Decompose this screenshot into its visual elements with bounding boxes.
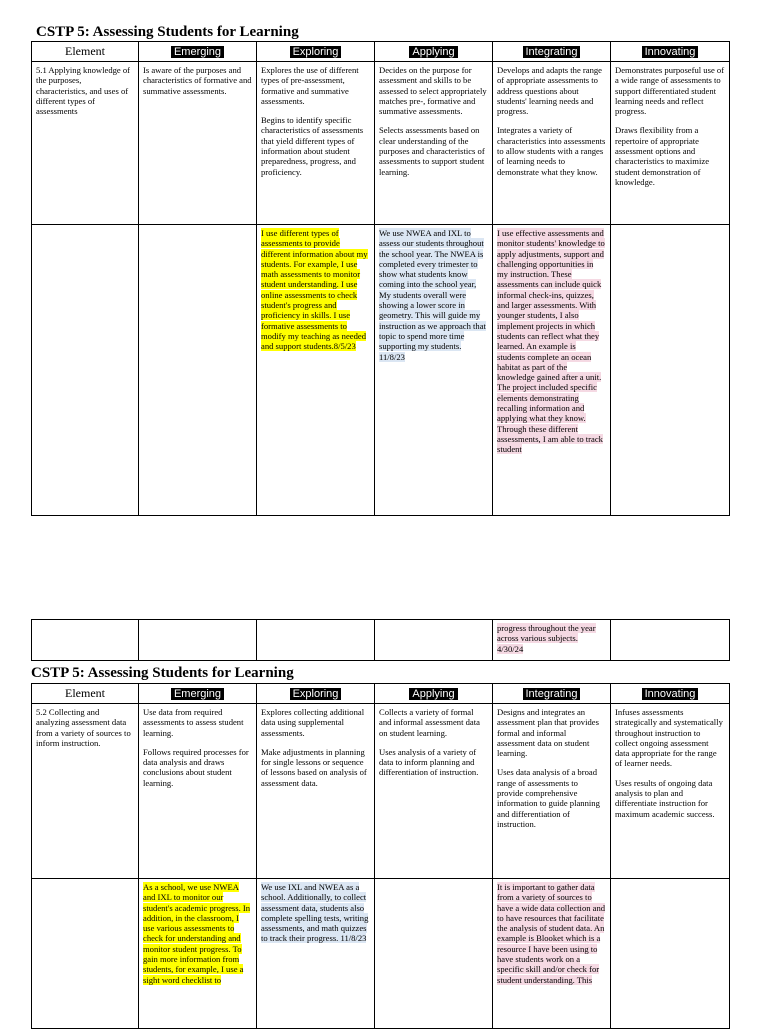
exploring-descriptor: Explores the use of different types of pre-assessment, formative and summative assessments. Begins to identify specific characteristics of assessments that yield different types of information about student preparedness, progress, and proficiency. (257, 62, 375, 225)
evidence-exploring: I use different types of assessments to provide different information about my students. For example, I use math assessments to monitor student understanding. I use online assessments to check student's progress and proficiency in skills. I use formative assessments to modify my teaching as needed and support students.8/5/23 (257, 225, 375, 516)
integrating-descriptor: Develops and adapts the range of appropriate assessments to address questions about students' learning needs and progress. Integrates a variety of characteristics into assessments to allow students with a ranges of learning needs to demonstrate what they know. (493, 62, 611, 225)
evidence-innovating (611, 879, 730, 1029)
section2-title: CSTP 5: Assessing Students for Learning (31, 665, 294, 681)
header-innovating: Innovating (611, 42, 730, 62)
continued-integrating: progress throughout the year across various subjects. 4/30/24 (493, 620, 611, 661)
evidence-row (32, 225, 730, 516)
continuation-row (32, 620, 730, 661)
header-applying: Applying (375, 42, 493, 62)
rubric-table-5-1 (31, 41, 730, 516)
continuation-table (31, 619, 730, 661)
evidence-applying: We use NWEA and IXL to assess our students throughout the school year. The NWEA is completed every trimester to show what students know coming into the school year, My students overall were showing a lower score in geometry. This will guide my instruction as we approach that topic to spend more time supporting my students. 11/8/23 (375, 225, 493, 516)
header-emerging: Emerging (139, 42, 257, 62)
header-row (32, 684, 730, 704)
integrating-descriptor: Designs and integrates an assessment plan that provides formal and informal assessment data on student learning. Uses data analysis of a broad range of assessments to provide comprehensive information to guide planning and differentiation of instruction. (493, 704, 611, 879)
evidence-emerging: As a school, we use NWEA and IXL to monitor our student's academic progress. In addition, in the classroom, I use various assessments to check for understanding and monitor student progress. To gain more information from students, for example, I use a sight word checklist to (139, 879, 257, 1029)
applying-descriptor: Collects a variety of formal and informal assessment data on student learning. Uses analysis of a variety of data to inform planning and differentiation of instruction. (375, 704, 493, 879)
innovating-descriptor: Infuses assessments strategically and systematically throughout instruction to collect ongoing assessment data appropriate for the range of learner needs. Uses results of ongoing data analysis to plan and differentiate instruction for maximum academic success. (611, 704, 730, 879)
applying-descriptor: Decides on the purpose for assessment and skills to be assessed to select appropriately matches pre-, formative and summative assessments. Selects assessments based on clear understanding of the purposes and characteristics of assessments to support student learning. (375, 62, 493, 225)
rubric-table-5-2 (31, 683, 730, 1029)
section1-title: CSTP 5: Assessing Students for Learning (36, 24, 299, 40)
evidence-element (32, 879, 139, 1029)
header-integrating: Integrating (493, 42, 611, 62)
header-row (32, 42, 730, 62)
header-integrating: Integrating (493, 684, 611, 704)
element-5-2: 5.2 Collecting and analyzing assessment data from a variety of sources to inform instruction. (32, 704, 139, 879)
evidence-applying (375, 879, 493, 1029)
emerging-descriptor: Is aware of the purposes and characteristics of formative and summative assessments. (139, 62, 257, 225)
element-5-1: 5.1 Applying knowledge of the purposes, characteristics, and uses of different types of assessments (32, 62, 139, 225)
exploring-descriptor: Explores collecting additional data using supplemental assessments. Make adjustments in planning for single lessons or sequence of lessons based on analysis of assessment data. (257, 704, 375, 879)
header-emerging: Emerging (139, 684, 257, 704)
evidence-exploring: We use IXL and NWEA as a school. Additionally, to collect assessment data, students also complete spelling tests, writing assessments, and math quizzes to track their progress. 11/8/23 (257, 879, 375, 1029)
evidence-row (32, 879, 730, 1029)
evidence-integrating: It is important to gather data from a variety of sources to have a wide data collection and to have resources that facilitate the analysis of student data. An example is Blooket which is a resource I have been using to have students work on a specific skill and/or check for student understanding. This (493, 879, 611, 1029)
evidence-innovating (611, 225, 730, 516)
innovating-descriptor: Demonstrates purposeful use of a wide range of assessments to support differentiated student learning needs and reflect progress. Draws flexibility from a repertoire of appropriate assessment options and characteristics to maximize student demonstration of knowledge. (611, 62, 730, 225)
header-element: Element (32, 684, 139, 704)
evidence-integrating: I use effective assessments and monitor students' knowledge to apply adjustments, support and challenging opportunities in my instruction. These assessments can include quick informal check-ins, quizzes, and larger assessments. With younger students, I also implement projects in which students can reflect what they learned. An example is students complete an ocean habitat as part of the knowledge gained after a unit. The project included specific elements demonstrating recalling information and applying what they know. Through these different assessments, I am able to track student (493, 225, 611, 516)
header-exploring: Exploring (257, 42, 375, 62)
header-element: Element (32, 42, 139, 62)
header-exploring: Exploring (257, 684, 375, 704)
descriptor-row (32, 704, 730, 879)
descriptor-row (32, 62, 730, 225)
header-innovating: Innovating (611, 684, 730, 704)
emerging-descriptor: Use data from required assessments to assess student learning. Follows required processes for data analysis and draws conclusions about student learning. (139, 704, 257, 879)
header-applying: Applying (375, 684, 493, 704)
evidence-element (32, 225, 139, 516)
evidence-emerging (139, 225, 257, 516)
